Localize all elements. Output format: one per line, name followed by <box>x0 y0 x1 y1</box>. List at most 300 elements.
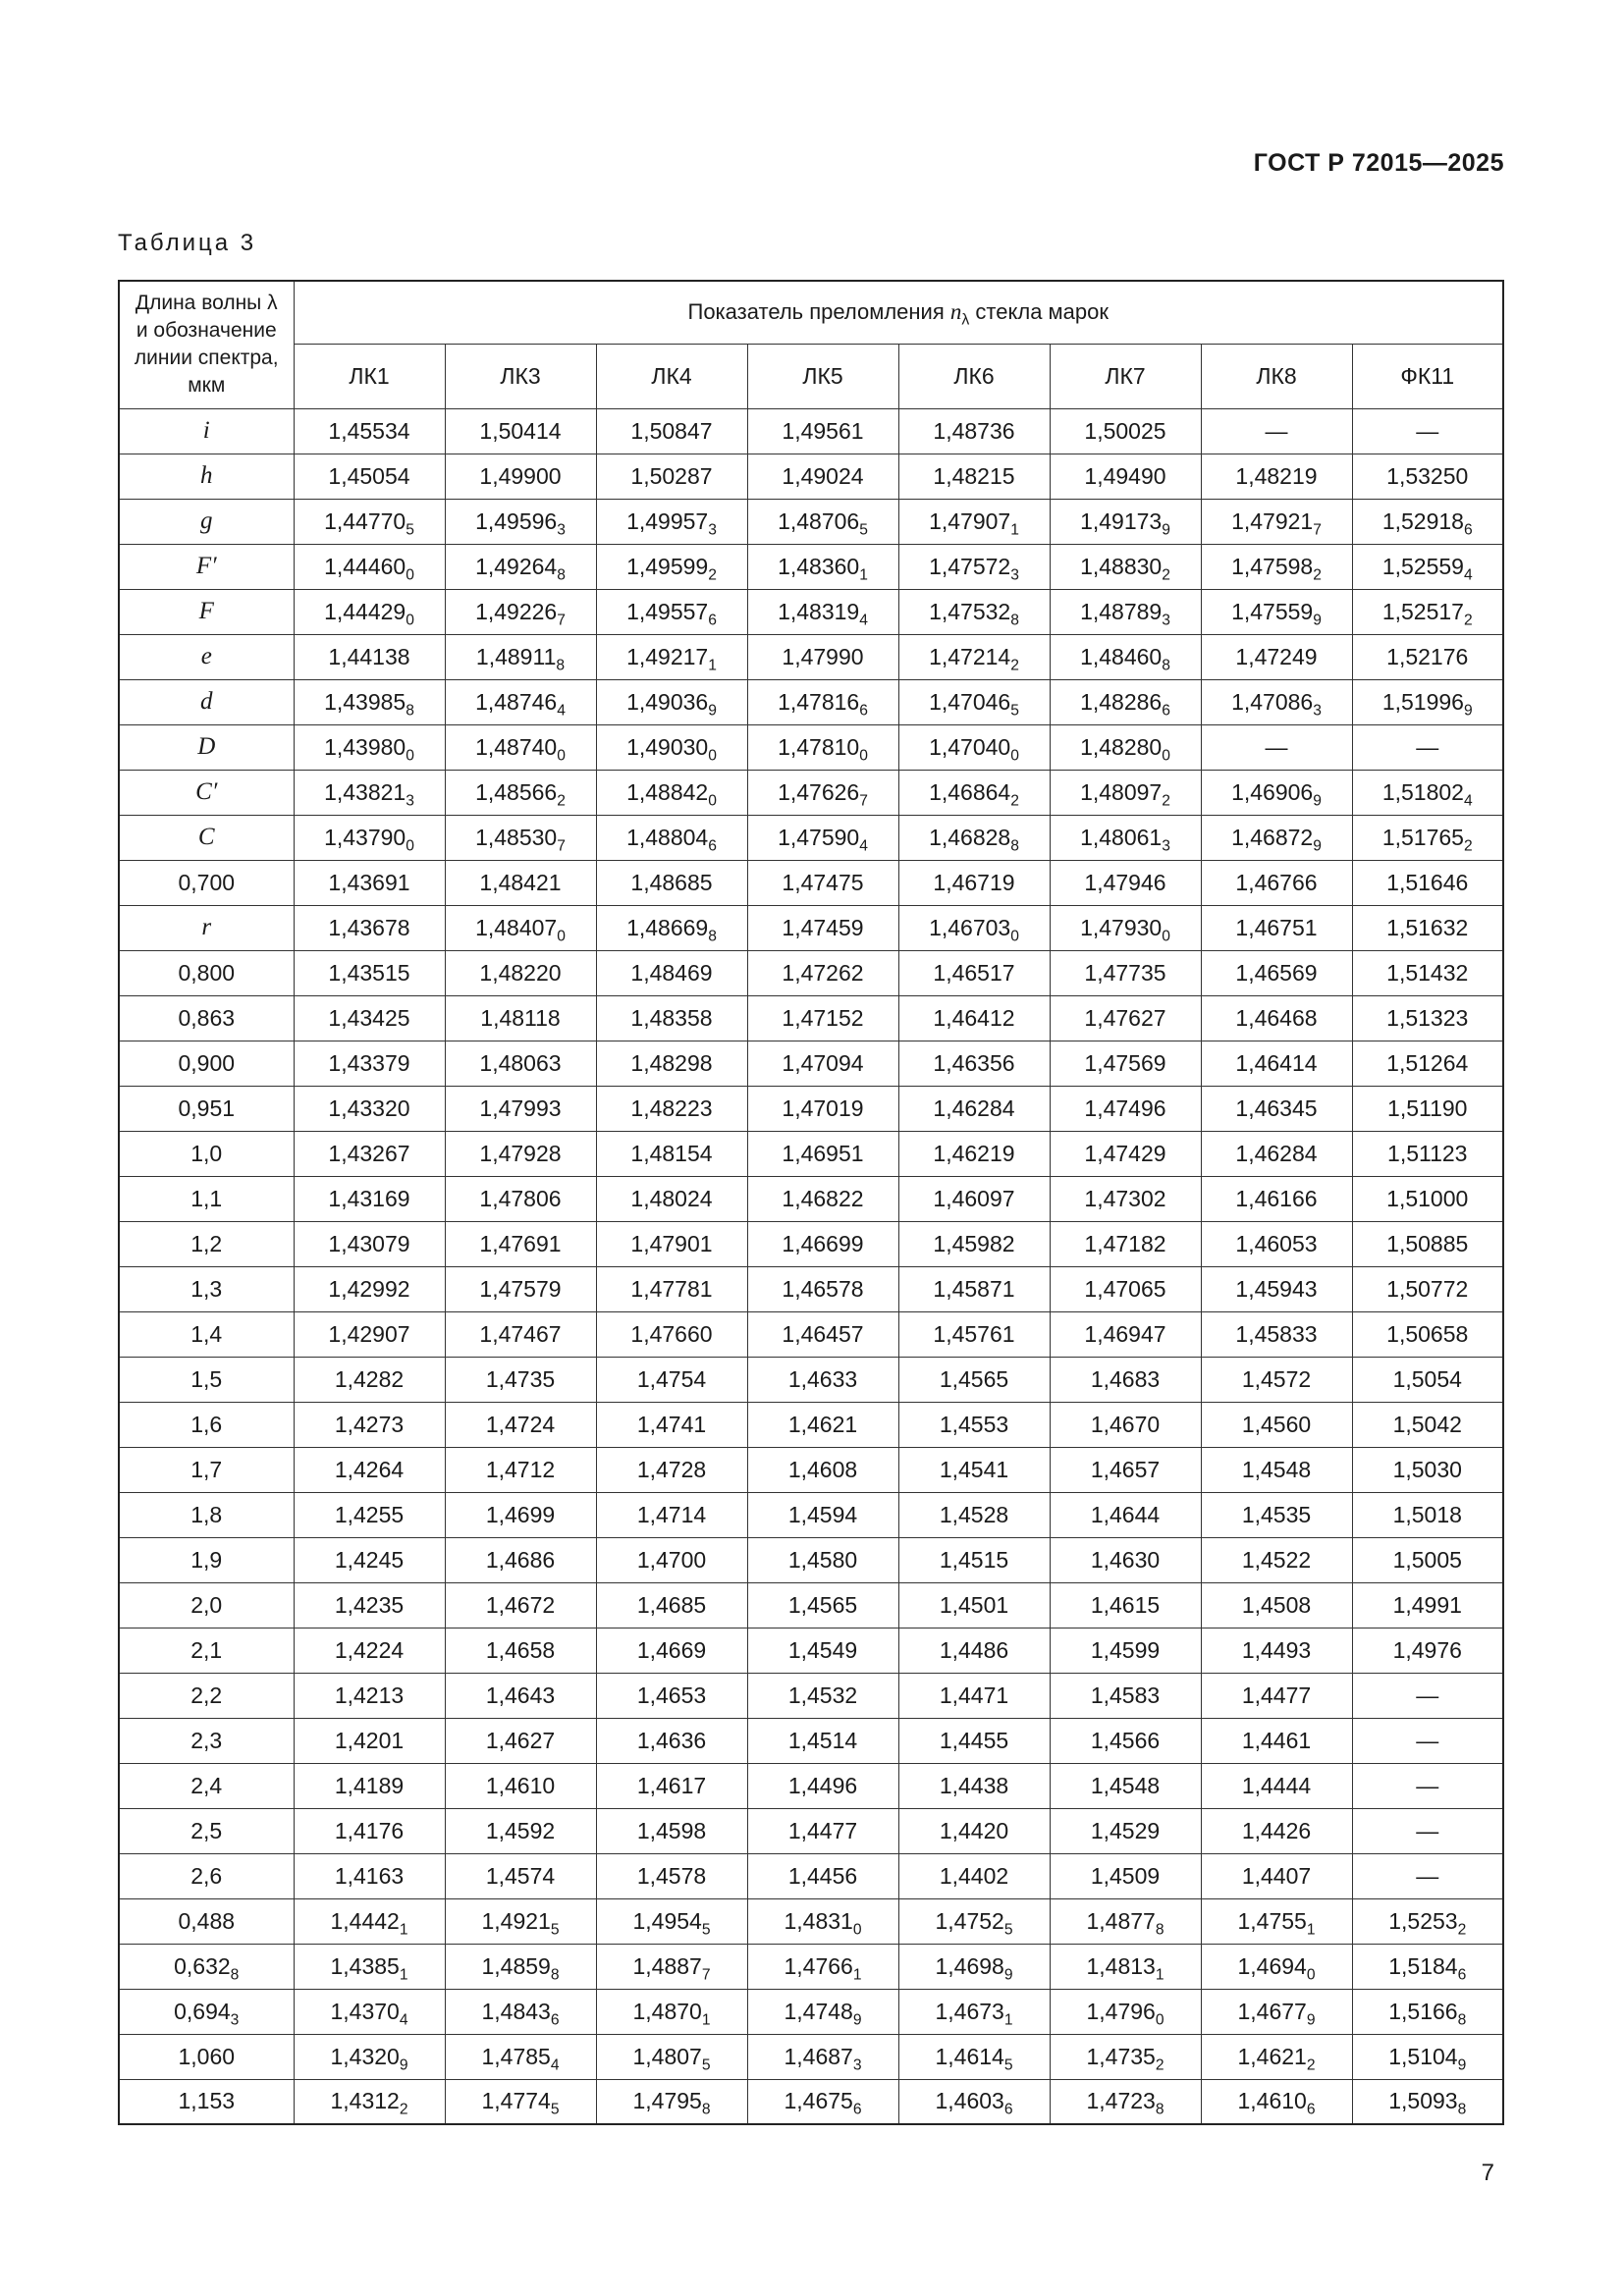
table-row <box>119 1176 1503 1221</box>
table-cell: 1,48220 <box>445 950 596 995</box>
table-cell: 1,5005 <box>1352 1537 1503 1582</box>
table-cell: 1,46166 <box>1201 1176 1352 1221</box>
table-cell: 1,4528 <box>898 1492 1050 1537</box>
table-cell: $1,43790_0$ <box>294 815 445 860</box>
table-cell: 1,5042 <box>1352 1402 1503 1447</box>
table-cell: 1,4633 <box>747 1357 898 1402</box>
table-cell: — <box>1352 1808 1503 1853</box>
table-cell: 1,4699 <box>445 1492 596 1537</box>
table-cell: 1,4522 <box>1201 1537 1352 1582</box>
table-row <box>119 1492 1503 1537</box>
row-label: C <box>119 815 294 860</box>
table-cell: 1,49561 <box>747 408 898 454</box>
table-cell: 1,48685 <box>596 860 747 905</box>
table-cell: $1,4603_6$ <box>898 2079 1050 2124</box>
table-cell: 1,4535 <box>1201 1492 1352 1537</box>
table-row <box>119 1311 1503 1357</box>
table-cell: 1,45982 <box>898 1221 1050 1266</box>
table-cell: 1,45833 <box>1201 1311 1352 1357</box>
table-cell: 1,50847 <box>596 408 747 454</box>
table-cell: 1,52176 <box>1352 634 1503 679</box>
table-cell: 1,4724 <box>445 1402 596 1447</box>
table-cell: $1,4954_5$ <box>596 1898 747 1944</box>
table-cell: $1,4442_1$ <box>294 1898 445 1944</box>
table-cell: 1,46457 <box>747 1311 898 1357</box>
table-cell: $1,47040_0$ <box>898 724 1050 770</box>
table-cell: 1,4548 <box>1201 1447 1352 1492</box>
table-row <box>119 860 1503 905</box>
table-cell: $1,4748_9$ <box>747 1989 898 2034</box>
table-cell: 1,48118 <box>445 995 596 1041</box>
table-cell: 1,4444 <box>1201 1763 1352 1808</box>
table-cell: $1,48842_0$ <box>596 770 747 815</box>
table-cell: 1,4264 <box>294 1447 445 1492</box>
table-cell: 1,48358 <box>596 995 747 1041</box>
glass-grade-header-row <box>119 344 1503 408</box>
table-cell: 1,4644 <box>1050 1492 1201 1537</box>
table-row <box>119 679 1503 724</box>
table-cell: $1,5253_2$ <box>1352 1898 1503 1944</box>
column-header: ЛК8 <box>1201 344 1352 408</box>
row-label: 1,5 <box>119 1357 294 1402</box>
standard-number: ГОСТ Р 72015—2025 <box>1253 149 1504 177</box>
row-label: 1,6 <box>119 1402 294 1447</box>
table-cell: 1,47946 <box>1050 860 1201 905</box>
table-cell: 1,46284 <box>898 1086 1050 1131</box>
table-row <box>119 995 1503 1041</box>
column-header: ЛК5 <box>747 344 898 408</box>
column-header: ФК11 <box>1352 344 1503 408</box>
table-cell: $1,49557_6$ <box>596 589 747 634</box>
table-cell: 1,45054 <box>294 454 445 499</box>
table-cell: 1,46699 <box>747 1221 898 1266</box>
table-cell: $1,47816_6$ <box>747 679 898 724</box>
row-label: 1,1 <box>119 1176 294 1221</box>
table-cell: $1,48286_6$ <box>1050 679 1201 724</box>
table-cell: 1,47735 <box>1050 950 1201 995</box>
row-label: 1,4 <box>119 1311 294 1357</box>
table-cell: 1,4560 <box>1201 1402 1352 1447</box>
table-row <box>119 1763 1503 1808</box>
row-label: 1,060 <box>119 2034 294 2079</box>
table-cell: $1,48746_4$ <box>445 679 596 724</box>
table-cell: $1,5104_9$ <box>1352 2034 1503 2079</box>
table-cell: 1,46219 <box>898 1131 1050 1176</box>
table-cell: 1,4541 <box>898 1447 1050 1492</box>
row-label: 0,700 <box>119 860 294 905</box>
table-cell: 1,46097 <box>898 1176 1050 1221</box>
table-cell: 1,4201 <box>294 1718 445 1763</box>
table-cell: — <box>1352 1763 1503 1808</box>
table-cell: $1,44429_0$ <box>294 589 445 634</box>
table-cell: 1,46345 <box>1201 1086 1352 1131</box>
table-body <box>119 408 1503 2124</box>
row-label: 1,2 <box>119 1221 294 1266</box>
column-header: ЛК6 <box>898 344 1050 408</box>
table-cell: — <box>1352 724 1503 770</box>
table-row <box>119 950 1503 995</box>
table-row <box>119 724 1503 770</box>
table-cell: $1,5166_8$ <box>1352 1989 1503 2034</box>
table-cell: $1,52517_2$ <box>1352 589 1503 634</box>
table-cell: $1,52918_6$ <box>1352 499 1503 544</box>
table-cell: 1,4438 <box>898 1763 1050 1808</box>
table-cell: $1,49264_8$ <box>445 544 596 589</box>
table-cell: $1,4774_5$ <box>445 2079 596 2124</box>
table-cell: 1,4685 <box>596 1582 747 1628</box>
table-cell: $1,49036_9$ <box>596 679 747 724</box>
row-label: 0,488 <box>119 1898 294 1944</box>
table-row <box>119 1086 1503 1131</box>
span-header-text: стекла марок <box>975 299 1109 325</box>
table-cell: $1,4807_5$ <box>596 2034 747 2079</box>
table-cell: 1,4529 <box>1050 1808 1201 1853</box>
table-cell: $1,47559_9$ <box>1201 589 1352 634</box>
table-cell: 1,51264 <box>1352 1041 1503 1086</box>
table-row <box>119 770 1503 815</box>
table-cell: $1,48360_1$ <box>747 544 898 589</box>
table-cell: 1,4224 <box>294 1628 445 1673</box>
table-cell: 1,4700 <box>596 1537 747 1582</box>
table-cell: 1,51000 <box>1352 1176 1503 1221</box>
table-cell: 1,4245 <box>294 1537 445 1582</box>
table-cell: — <box>1352 1853 1503 1898</box>
row-label: 1,3 <box>119 1266 294 1311</box>
header-line: линии спектра, <box>134 347 279 370</box>
table-cell: 1,46284 <box>1201 1131 1352 1176</box>
table-cell: $1,48460_8$ <box>1050 634 1201 679</box>
lambda-subscript: λ <box>961 311 970 329</box>
table-cell: 1,4643 <box>445 1673 596 1718</box>
table-cell: 1,50658 <box>1352 1311 1503 1357</box>
row-label: d <box>119 679 294 724</box>
table-cell: 1,4553 <box>898 1402 1050 1447</box>
row-label: 1,8 <box>119 1492 294 1537</box>
table-cell: 1,5054 <box>1352 1357 1503 1402</box>
table-cell: 1,47094 <box>747 1041 898 1086</box>
table-cell: 1,4658 <box>445 1628 596 1673</box>
table-cell: 1,46719 <box>898 860 1050 905</box>
table-cell: 1,4574 <box>445 1853 596 1898</box>
table-cell: 1,47579 <box>445 1266 596 1311</box>
table-cell: $1,47086_3$ <box>1201 679 1352 724</box>
table-row <box>119 408 1503 454</box>
table-cell: 1,43079 <box>294 1221 445 1266</box>
table-cell: 1,48215 <box>898 454 1050 499</box>
table-cell: 1,51646 <box>1352 860 1503 905</box>
span-header-text: Показатель преломления <box>687 299 945 325</box>
row-label: 1,153 <box>119 2079 294 2124</box>
table-cell: $1,43985_8$ <box>294 679 445 724</box>
table-cell: 1,49490 <box>1050 454 1201 499</box>
table-cell: 1,50414 <box>445 408 596 454</box>
table-cell: $1,44770_5$ <box>294 499 445 544</box>
row-label: 2,3 <box>119 1718 294 1763</box>
table-cell: 1,4515 <box>898 1537 1050 1582</box>
table-cell: 1,42992 <box>294 1266 445 1311</box>
table-cell: 1,47806 <box>445 1176 596 1221</box>
table-cell: $1,4312_2$ <box>294 2079 445 2124</box>
row-label: r <box>119 905 294 950</box>
table-cell: 1,4455 <box>898 1718 1050 1763</box>
table-cell: 1,4456 <box>747 1853 898 1898</box>
table-cell: 1,48223 <box>596 1086 747 1131</box>
header-line: и обозначение <box>135 319 277 343</box>
table-cell: $1,4687_3$ <box>747 2034 898 2079</box>
table-cell: 1,4549 <box>747 1628 898 1673</box>
table-cell: 1,48024 <box>596 1176 747 1221</box>
table-cell: 1,44138 <box>294 634 445 679</box>
table-row <box>119 1266 1503 1311</box>
table-cell: $1,49030_0$ <box>596 724 747 770</box>
table-cell: 1,49900 <box>445 454 596 499</box>
table-cell: 1,47249 <box>1201 634 1352 679</box>
row-label: F′ <box>119 544 294 589</box>
table-cell: 1,4592 <box>445 1808 596 1853</box>
table-cell: $1,4621_2$ <box>1201 2034 1352 2079</box>
table-cell: 1,4496 <box>747 1763 898 1808</box>
table-row <box>119 1628 1503 1673</box>
table-cell: 1,4686 <box>445 1537 596 1582</box>
refractive-index-symbol: n <box>949 299 962 325</box>
header-line: Длина волны λ <box>135 292 278 315</box>
row-label: 2,0 <box>119 1582 294 1628</box>
table-cell: 1,4273 <box>294 1402 445 1447</box>
table-cell: 1,4657 <box>1050 1447 1201 1492</box>
table-cell: 1,47660 <box>596 1311 747 1357</box>
table-cell: $1,4614_5$ <box>898 2034 1050 2079</box>
table-cell: 1,4741 <box>596 1402 747 1447</box>
row-label: e <box>119 634 294 679</box>
row-label: 1,9 <box>119 1537 294 1582</box>
table-row <box>119 2034 1503 2079</box>
table-cell: 1,46947 <box>1050 1311 1201 1357</box>
table-cell: 1,43379 <box>294 1041 445 1086</box>
table-cell: $1,48911_8$ <box>445 634 596 679</box>
table-cell: $1,47921_7$ <box>1201 499 1352 544</box>
table-cell: 1,4608 <box>747 1447 898 1492</box>
table-cell: 1,48421 <box>445 860 596 905</box>
row-label: 2,5 <box>119 1808 294 1853</box>
row-label: 2,1 <box>119 1628 294 1673</box>
table-cell: 1,4621 <box>747 1402 898 1447</box>
table-cell: 1,46414 <box>1201 1041 1352 1086</box>
table-cell: 1,47990 <box>747 634 898 679</box>
table-cell: $1,48530_7$ <box>445 815 596 860</box>
row-label: h <box>119 454 294 499</box>
table-cell: $1,5184_6$ <box>1352 1944 1503 1989</box>
table-cell: 1,4501 <box>898 1582 1050 1628</box>
table-cell: 1,46356 <box>898 1041 1050 1086</box>
table-cell: 1,4976 <box>1352 1628 1503 1673</box>
table-cell: $1,4675_6$ <box>747 2079 898 2124</box>
table-row <box>119 1131 1503 1176</box>
table-header-row-top <box>119 281 1503 344</box>
table-cell: 1,46751 <box>1201 905 1352 950</box>
table-cell: 1,46412 <box>898 995 1050 1041</box>
table-cell: $1,48706_5$ <box>747 499 898 544</box>
table-cell: $1,48280_0$ <box>1050 724 1201 770</box>
table-row <box>119 905 1503 950</box>
table-cell: $1,48061_3$ <box>1050 815 1201 860</box>
table-cell: 1,43425 <box>294 995 445 1041</box>
table-cell: 1,4255 <box>294 1492 445 1537</box>
table-row <box>119 815 1503 860</box>
table-cell: 1,51323 <box>1352 995 1503 1041</box>
table-cell: 1,47019 <box>747 1086 898 1131</box>
table-cell: 1,46578 <box>747 1266 898 1311</box>
table-row <box>119 1853 1503 1898</box>
table-cell: 1,47475 <box>747 860 898 905</box>
table-cell: 1,5018 <box>1352 1492 1503 1537</box>
table-cell: $1,4887_7$ <box>596 1944 747 1989</box>
table-cell: $1,4843_6$ <box>445 1989 596 2034</box>
row-label: F <box>119 589 294 634</box>
table-row <box>119 454 1503 499</box>
table-cell: 1,51190 <box>1352 1086 1503 1131</box>
table-cell: 1,43267 <box>294 1131 445 1176</box>
table-row <box>119 1898 1503 1944</box>
table-row <box>119 1718 1503 1763</box>
table-cell: 1,4471 <box>898 1673 1050 1718</box>
column-header: ЛК3 <box>445 344 596 408</box>
table-cell: $1,4694_0$ <box>1201 1944 1352 1989</box>
table-cell: 1,4509 <box>1050 1853 1201 1898</box>
table-cell: 1,47627 <box>1050 995 1201 1041</box>
table-cell: 1,4532 <box>747 1673 898 1718</box>
page-number: 7 <box>1481 2160 1494 2186</box>
table-cell: 1,48219 <box>1201 454 1352 499</box>
table-cell: $1,4320_9$ <box>294 2034 445 2079</box>
table-cell: $1,4877_8$ <box>1050 1898 1201 1944</box>
table-cell: 1,4670 <box>1050 1402 1201 1447</box>
table-row <box>119 1041 1503 1086</box>
column-header: ЛК7 <box>1050 344 1201 408</box>
table-cell: 1,4636 <box>596 1718 747 1763</box>
table-cell: 1,4420 <box>898 1808 1050 1853</box>
table-cell: 1,4583 <box>1050 1673 1201 1718</box>
table-cell: $1,4723_8$ <box>1050 2079 1201 2124</box>
table-cell: $1,4766_1$ <box>747 1944 898 1989</box>
table-cell: 1,45761 <box>898 1311 1050 1357</box>
table-cell: 1,50025 <box>1050 408 1201 454</box>
table-cell: 1,4477 <box>747 1808 898 1853</box>
row-label: $0,694_3$ <box>119 1989 294 2034</box>
table-cell: $1,49596_3$ <box>445 499 596 544</box>
row-label: g <box>119 499 294 544</box>
table-cell: $1,47532_8$ <box>898 589 1050 634</box>
table-cell: 1,53250 <box>1352 454 1503 499</box>
table-cell: $1,46703_0$ <box>898 905 1050 950</box>
row-label: 1,0 <box>119 1131 294 1176</box>
table-cell: 1,47691 <box>445 1221 596 1266</box>
table-cell: 1,4163 <box>294 1853 445 1898</box>
table-cell: — <box>1352 1718 1503 1763</box>
row-label: 2,6 <box>119 1853 294 1898</box>
table-cell: 1,4653 <box>596 1673 747 1718</box>
row-label: i <box>119 408 294 454</box>
table-cell: 1,47262 <box>747 950 898 995</box>
column-header: ЛК4 <box>596 344 747 408</box>
table-row <box>119 1537 1503 1582</box>
table-cell: 1,47182 <box>1050 1221 1201 1266</box>
table-cell: 1,4714 <box>596 1492 747 1537</box>
table-cell: 1,4712 <box>445 1447 596 1492</box>
table-cell: $1,47930_0$ <box>1050 905 1201 950</box>
table-cell: 1,49024 <box>747 454 898 499</box>
table-cell: 1,4594 <box>747 1492 898 1537</box>
table-cell: 1,46766 <box>1201 860 1352 905</box>
table-cell: $1,52559_4$ <box>1352 544 1503 589</box>
table-cell: 1,4599 <box>1050 1628 1201 1673</box>
table-cell: $1,47572_3$ <box>898 544 1050 589</box>
table-row <box>119 1402 1503 1447</box>
table-cell: 1,4630 <box>1050 1537 1201 1582</box>
table-cell: $1,4673_1$ <box>898 1989 1050 2034</box>
table-cell: $1,49957_3$ <box>596 499 747 544</box>
table-cell: $1,4795_8$ <box>596 2079 747 2124</box>
table-cell: 1,46468 <box>1201 995 1352 1041</box>
table-cell: $1,48804_6$ <box>596 815 747 860</box>
row-label: 0,900 <box>119 1041 294 1086</box>
table-cell: 1,4672 <box>445 1582 596 1628</box>
table-row <box>119 1357 1503 1402</box>
table-cell: $1,4859_8$ <box>445 1944 596 1989</box>
table-cell: 1,4580 <box>747 1537 898 1582</box>
table-cell: 1,4578 <box>596 1853 747 1898</box>
table-cell: $1,48669_8$ <box>596 905 747 950</box>
table-row <box>119 544 1503 589</box>
table-cell: $1,49226_7$ <box>445 589 596 634</box>
table-cell: 1,4514 <box>747 1718 898 1763</box>
table-cell: $1,4755_1$ <box>1201 1898 1352 1944</box>
table-cell: $1,43821_3$ <box>294 770 445 815</box>
header-line: мкм <box>188 374 226 398</box>
table-cell: $1,48097_2$ <box>1050 770 1201 815</box>
table-cell: $1,4752_5$ <box>898 1898 1050 1944</box>
table-cell: $1,51765_2$ <box>1352 815 1503 860</box>
table-cell: 1,51123 <box>1352 1131 1503 1176</box>
row-label: C′ <box>119 770 294 815</box>
table-cell: $1,49173_9$ <box>1050 499 1201 544</box>
table-row <box>119 1989 1503 2034</box>
table-caption: Таблица 3 <box>118 230 257 256</box>
table-cell: 1,4615 <box>1050 1582 1201 1628</box>
table-cell: $1,47598_2$ <box>1201 544 1352 589</box>
table-cell: 1,47901 <box>596 1221 747 1266</box>
table-cell: $1,4698_9$ <box>898 1944 1050 1989</box>
table-cell: 1,47459 <box>747 905 898 950</box>
row-label: 0,951 <box>119 1086 294 1131</box>
table-cell: 1,42907 <box>294 1311 445 1357</box>
table-cell: $1,49217_1$ <box>596 634 747 679</box>
table-cell: 1,47781 <box>596 1266 747 1311</box>
table-cell: 1,4189 <box>294 1763 445 1808</box>
table-cell: 1,4402 <box>898 1853 1050 1898</box>
table-cell: 1,43678 <box>294 905 445 950</box>
refractive-index-span-header <box>294 281 1503 344</box>
table-cell: $1,5093_8$ <box>1352 2079 1503 2124</box>
table-cell: 1,46517 <box>898 950 1050 995</box>
table-cell: $1,4385_1$ <box>294 1944 445 1989</box>
table-cell: 1,4572 <box>1201 1357 1352 1402</box>
table-row <box>119 499 1503 544</box>
table-cell: $1,4831_0$ <box>747 1898 898 1944</box>
table-cell: 1,43691 <box>294 860 445 905</box>
table-cell: 1,48154 <box>596 1131 747 1176</box>
table-row <box>119 2079 1503 2124</box>
table-cell: $1,48789_3$ <box>1050 589 1201 634</box>
